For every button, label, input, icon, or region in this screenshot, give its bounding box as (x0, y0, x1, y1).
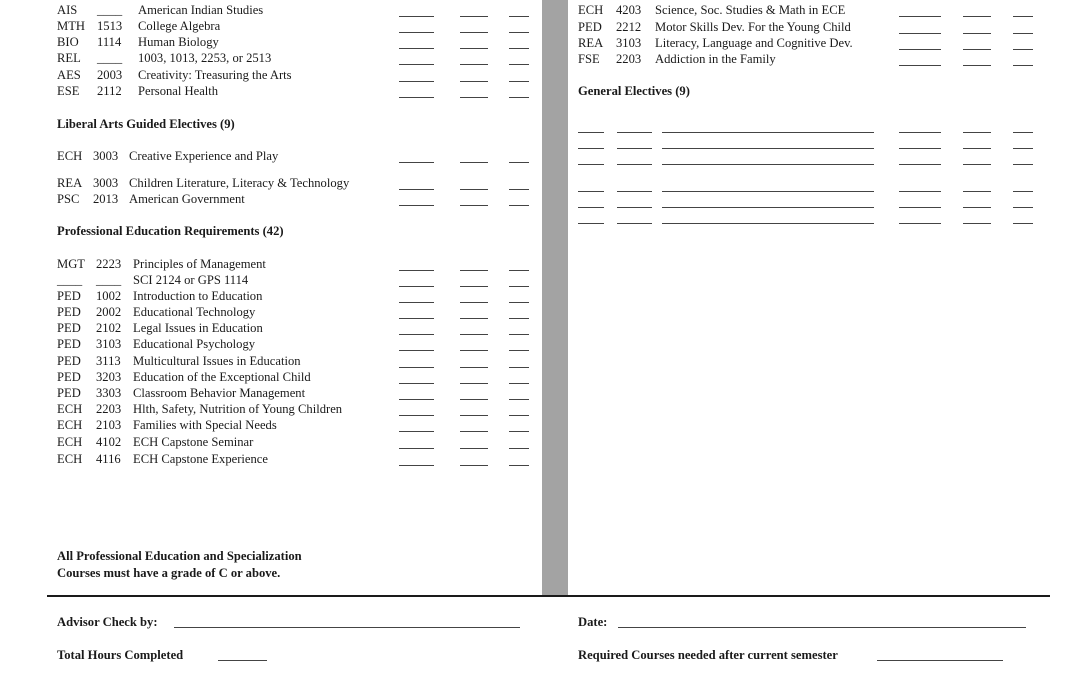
number-blank[interactable] (617, 207, 652, 208)
course-prefix: BIO (57, 35, 79, 49)
hours-blank[interactable] (460, 16, 488, 17)
semester-blank[interactable] (399, 32, 434, 33)
course-title: Addiction in the Family (655, 52, 776, 66)
course-prefix: REL (57, 51, 81, 65)
course-prefix: PED (57, 321, 81, 335)
grade-blank[interactable] (509, 81, 529, 82)
hours-blank[interactable] (963, 65, 991, 66)
semester-blank[interactable] (399, 162, 434, 163)
semester-blank[interactable] (399, 415, 434, 416)
grade-blank[interactable] (1013, 16, 1033, 17)
grade-blank[interactable] (1013, 148, 1033, 149)
semester-blank[interactable] (899, 207, 941, 208)
course-title: 1003, 1013, 2253, or 2513 (138, 51, 272, 65)
semester-blank[interactable] (899, 65, 941, 66)
course-prefix: ____ (57, 273, 83, 287)
grade-blank[interactable] (509, 189, 529, 190)
course-title: American Indian Studies (138, 3, 264, 17)
course-number: ____ (97, 51, 123, 65)
hours-blank[interactable] (460, 350, 488, 351)
course-title: Classroom Behavior Management (133, 386, 306, 400)
semester-blank[interactable] (399, 270, 434, 271)
number-blank[interactable] (617, 164, 652, 165)
hours-blank[interactable] (460, 205, 488, 206)
course-title: Literacy, Language and Cognitive Dev. (655, 36, 853, 50)
title-blank[interactable] (662, 207, 874, 208)
grade-blank[interactable] (509, 318, 529, 319)
number-blank[interactable] (617, 191, 652, 192)
course-title: Legal Issues in Education (133, 321, 263, 335)
course-number: 2203 (616, 52, 642, 66)
course-number: 1002 (96, 289, 122, 303)
course-title: ECH Capstone Experience (133, 452, 268, 466)
course-prefix: PED (57, 289, 81, 303)
semester-blank[interactable] (899, 148, 941, 149)
grade-blank[interactable] (1013, 207, 1033, 208)
semester-blank[interactable] (899, 132, 941, 133)
semester-blank[interactable] (399, 350, 434, 351)
prefix-blank[interactable] (578, 132, 604, 133)
semester-blank[interactable] (399, 286, 434, 287)
date-field[interactable] (618, 627, 1026, 628)
course-number: ____ (97, 3, 123, 17)
hours-blank[interactable] (460, 48, 488, 49)
hours-blank[interactable] (460, 334, 488, 335)
hours-blank[interactable] (963, 148, 991, 149)
grade-blank[interactable] (1013, 164, 1033, 165)
total-hours-field[interactable] (218, 660, 267, 661)
professional-heading: Professional Education Requirements (42) (57, 224, 284, 238)
course-prefix: PSC (57, 192, 80, 206)
course-title: Hlth, Safety, Nutrition of Young Children (133, 402, 343, 416)
semester-blank[interactable] (399, 64, 434, 65)
course-title: Educational Psychology (133, 337, 256, 351)
grade-blank[interactable] (509, 32, 529, 33)
grade-blank[interactable] (509, 16, 529, 17)
grade-blank[interactable] (509, 367, 529, 368)
semester-blank[interactable] (399, 334, 434, 335)
course-title: Multicultural Issues in Education (133, 354, 301, 368)
semester-blank[interactable] (399, 302, 434, 303)
grade-blank[interactable] (509, 448, 529, 449)
hours-blank[interactable] (963, 132, 991, 133)
semester-blank[interactable] (399, 465, 434, 466)
grade-blank[interactable] (1013, 65, 1033, 66)
hours-blank[interactable] (460, 97, 488, 98)
hours-blank[interactable] (460, 448, 488, 449)
course-number: 4102 (96, 435, 122, 449)
semester-blank[interactable] (399, 383, 434, 384)
semester-blank[interactable] (399, 189, 434, 190)
course-number: 3113 (96, 354, 121, 368)
course-number: 2112 (97, 84, 122, 98)
course-prefix: REA (578, 36, 604, 50)
hours-blank[interactable] (963, 223, 991, 224)
course-title: Personal Health (138, 84, 219, 98)
title-blank[interactable] (662, 148, 874, 149)
course-title: Motor Skills Dev. For the Young Child (655, 20, 851, 34)
course-title: Families with Special Needs (133, 418, 277, 432)
grade-blank[interactable] (509, 431, 529, 432)
prefix-blank[interactable] (578, 191, 604, 192)
hours-blank[interactable] (460, 189, 488, 190)
course-title: Creativity: Treasuring the Arts (138, 68, 292, 82)
course-number: 3103 (616, 36, 642, 50)
course-title: American Government (129, 192, 245, 206)
grade-blank[interactable] (509, 334, 529, 335)
hours-blank[interactable] (460, 270, 488, 271)
semester-blank[interactable] (399, 318, 434, 319)
title-blank[interactable] (662, 132, 874, 133)
semester-blank[interactable] (899, 33, 941, 34)
number-blank[interactable] (617, 148, 652, 149)
semester-blank[interactable] (399, 367, 434, 368)
hours-blank[interactable] (460, 318, 488, 319)
course-title: SCI 2124 or GPS 1114 (133, 273, 249, 287)
hours-blank[interactable] (460, 64, 488, 65)
hours-blank[interactable] (963, 164, 991, 165)
hours-blank[interactable] (963, 207, 991, 208)
grade-blank[interactable] (509, 162, 529, 163)
footer-divider (47, 595, 1050, 597)
hours-blank[interactable] (460, 399, 488, 400)
hours-blank[interactable] (460, 383, 488, 384)
course-prefix: PED (578, 20, 602, 34)
grade-blank[interactable] (509, 205, 529, 206)
prefix-blank[interactable] (578, 223, 604, 224)
hours-blank[interactable] (460, 302, 488, 303)
course-title: Human Biology (138, 35, 219, 49)
course-number: 4116 (96, 452, 121, 466)
advisor-signature-field[interactable] (174, 627, 520, 628)
course-prefix: ECH (57, 452, 83, 466)
semester-blank[interactable] (399, 16, 434, 17)
course-title: Children Literature, Literacy & Technology (129, 176, 350, 190)
hours-blank[interactable] (963, 16, 991, 17)
semester-blank[interactable] (399, 448, 434, 449)
course-number: 2203 (96, 402, 122, 416)
course-prefix: PED (57, 337, 81, 351)
semester-blank[interactable] (899, 191, 941, 192)
total-hours-label: Total Hours Completed (57, 648, 184, 662)
grade-blank[interactable] (509, 97, 529, 98)
course-prefix: ECH (57, 402, 83, 416)
date-label: Date: (578, 615, 608, 629)
prefix-blank[interactable] (578, 207, 604, 208)
grade-blank[interactable] (509, 64, 529, 65)
grade-blank[interactable] (509, 415, 529, 416)
hours-blank[interactable] (963, 191, 991, 192)
grade-blank[interactable] (509, 399, 529, 400)
column-divider (542, 0, 568, 596)
course-prefix: ECH (57, 435, 83, 449)
course-title: Principles of Management (133, 257, 266, 271)
course-number: 4203 (616, 3, 642, 17)
grade-blank[interactable] (509, 383, 529, 384)
course-number: 2013 (93, 192, 119, 206)
course-number: 1114 (97, 35, 122, 49)
course-number: 3003 (93, 149, 119, 163)
course-number: 2002 (96, 305, 122, 319)
grade-blank[interactable] (1013, 223, 1033, 224)
grade-blank[interactable] (1013, 49, 1033, 50)
semester-blank[interactable] (399, 97, 434, 98)
hours-blank[interactable] (460, 286, 488, 287)
number-blank[interactable] (617, 223, 652, 224)
semester-blank[interactable] (399, 48, 434, 49)
hours-blank[interactable] (460, 465, 488, 466)
grade-blank[interactable] (509, 270, 529, 271)
course-number: 3203 (96, 370, 122, 384)
grade-blank[interactable] (1013, 33, 1033, 34)
grade-blank[interactable] (509, 350, 529, 351)
grade-blank[interactable] (509, 465, 529, 466)
semester-blank[interactable] (399, 399, 434, 400)
course-number: 3003 (93, 176, 119, 190)
hours-blank[interactable] (963, 49, 991, 50)
grade-note-line-2: Courses must have a grade of C or above. (57, 566, 281, 580)
semester-blank[interactable] (399, 431, 434, 432)
course-title: Introduction to Education (133, 289, 263, 303)
grade-blank[interactable] (1013, 132, 1033, 133)
hours-blank[interactable] (460, 367, 488, 368)
course-title: College Algebra (138, 19, 221, 33)
general-electives-heading: General Electives (9) (578, 84, 690, 98)
course-prefix: ECH (57, 149, 83, 163)
course-prefix: MTH (57, 19, 85, 33)
title-blank[interactable] (662, 164, 874, 165)
course-prefix: REA (57, 176, 83, 190)
course-title: Education of the Exceptional Child (133, 370, 311, 384)
course-prefix: ECH (57, 418, 83, 432)
course-title: Science, Soc. Studies & Math in ECE (655, 3, 846, 17)
course-prefix: PED (57, 370, 81, 384)
course-number: 1513 (97, 19, 123, 33)
course-prefix: PED (57, 354, 81, 368)
course-prefix: ESE (57, 84, 80, 98)
semester-blank[interactable] (899, 164, 941, 165)
course-number: 2212 (616, 20, 642, 34)
course-title: Educational Technology (133, 305, 256, 319)
course-prefix: ECH (578, 3, 604, 17)
semester-blank[interactable] (399, 205, 434, 206)
semester-blank[interactable] (399, 81, 434, 82)
required-courses-label: Required Courses needed after current semester (578, 648, 838, 662)
prefix-blank[interactable] (578, 164, 604, 165)
advisor-check-label: Advisor Check by: (57, 615, 158, 629)
title-blank[interactable] (662, 191, 874, 192)
course-prefix: MGT (57, 257, 85, 271)
hours-blank[interactable] (460, 415, 488, 416)
liberal-arts-heading: Liberal Arts Guided Electives (9) (57, 117, 235, 131)
course-number: 2003 (97, 68, 123, 82)
prefix-blank[interactable] (578, 148, 604, 149)
required-courses-field[interactable] (877, 660, 1003, 661)
course-number: 3303 (96, 386, 122, 400)
hours-blank[interactable] (460, 81, 488, 82)
hours-blank[interactable] (460, 162, 488, 163)
course-number: 2103 (96, 418, 122, 432)
semester-blank[interactable] (899, 49, 941, 50)
grade-blank[interactable] (1013, 191, 1033, 192)
grade-blank[interactable] (509, 48, 529, 49)
hours-blank[interactable] (460, 431, 488, 432)
title-blank[interactable] (662, 223, 874, 224)
course-number: ____ (96, 273, 122, 287)
grade-note-line-1: All Professional Education and Specialization (57, 549, 302, 563)
course-number: 2102 (96, 321, 122, 335)
grade-blank[interactable] (509, 302, 529, 303)
course-prefix: AES (57, 68, 81, 82)
number-blank[interactable] (617, 132, 652, 133)
course-number: 3103 (96, 337, 122, 351)
course-prefix: PED (57, 386, 81, 400)
course-prefix: PED (57, 305, 81, 319)
hours-blank[interactable] (460, 32, 488, 33)
semester-blank[interactable] (899, 223, 941, 224)
semester-blank[interactable] (899, 16, 941, 17)
course-title: Creative Experience and Play (129, 149, 279, 163)
hours-blank[interactable] (963, 33, 991, 34)
grade-blank[interactable] (509, 286, 529, 287)
course-number: 2223 (96, 257, 122, 271)
course-prefix: AIS (57, 3, 78, 17)
course-title: ECH Capstone Seminar (133, 435, 254, 449)
course-prefix: FSE (578, 52, 600, 66)
